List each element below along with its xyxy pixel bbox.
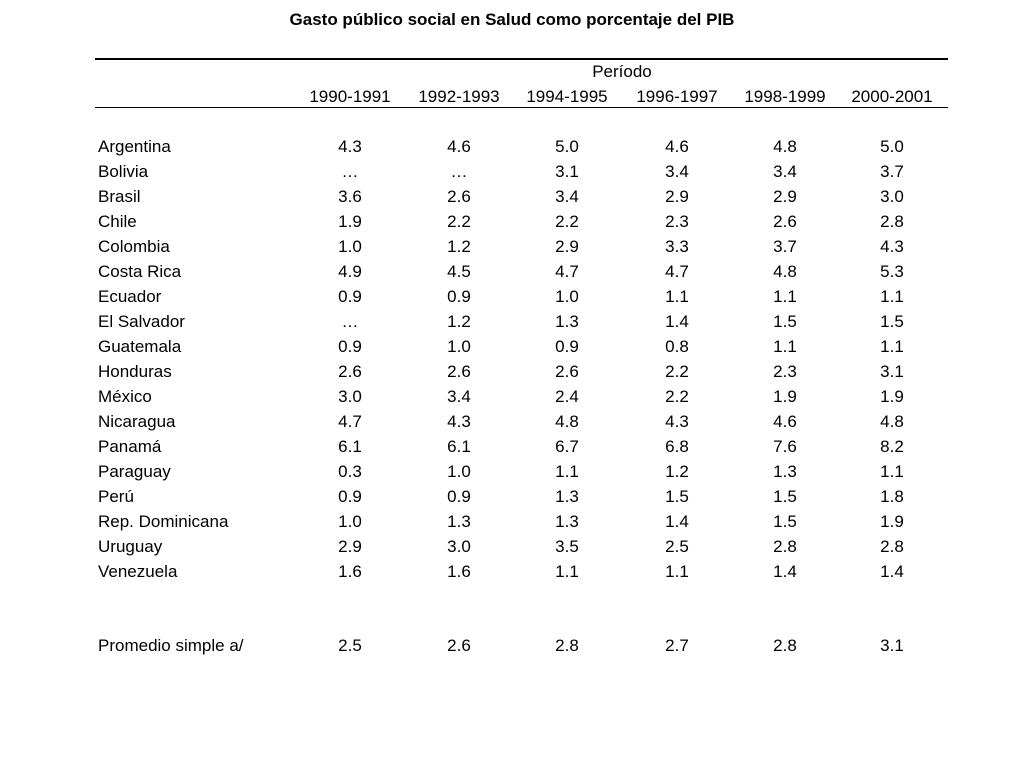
table-cell: 3.0 (447, 537, 471, 556)
table-cell: 1.0 (338, 237, 362, 256)
table-cell: 3.1 (555, 162, 579, 181)
table-cell: 5.0 (880, 137, 904, 156)
table-cell: 2.6 (773, 212, 797, 231)
table-cell: 1.1 (555, 462, 579, 481)
table-cell: 1.5 (665, 487, 689, 506)
table-cell: 1.9 (880, 387, 904, 406)
table-cell: 1.1 (880, 287, 904, 306)
table-cell: 4.3 (880, 237, 904, 256)
row-label: Panamá (98, 437, 162, 456)
header-rule (95, 107, 948, 108)
table-cell: 4.8 (773, 137, 797, 156)
table-cell: 2.2 (665, 387, 689, 406)
table-cell: 3.0 (338, 387, 362, 406)
table-row (0, 562, 1024, 587)
table-cell: 1.6 (338, 562, 362, 581)
table-cell: 5.3 (880, 262, 904, 281)
table-cell: 2.9 (665, 187, 689, 206)
table-cell: 1.1 (880, 462, 904, 481)
table-row (0, 187, 1024, 212)
table-cell: 1.1 (773, 337, 797, 356)
table-cell: 3.4 (665, 162, 689, 181)
table-row (0, 537, 1024, 562)
table-row (0, 312, 1024, 337)
table-cell: 4.3 (447, 412, 471, 431)
table-cell: 1.3 (555, 512, 579, 531)
table-cell: 4.6 (665, 137, 689, 156)
table-cell: 2.4 (555, 387, 579, 406)
table-cell: 3.3 (665, 237, 689, 256)
table-cell: 2.2 (665, 362, 689, 381)
table-row (0, 137, 1024, 162)
table-cell: 0.9 (447, 487, 471, 506)
table-cell: 0.3 (338, 462, 362, 481)
period-header: Período (592, 62, 652, 81)
row-label: Rep. Dominicana (98, 512, 229, 531)
row-label: Colombia (98, 237, 170, 256)
table-cell: 1.3 (555, 312, 579, 331)
table-cell: 1.5 (773, 512, 797, 531)
column-header: 1994-1995 (526, 87, 608, 106)
table-cell: 4.8 (880, 412, 904, 431)
table-cell: 4.3 (665, 412, 689, 431)
table-cell: 1.5 (880, 312, 904, 331)
table-cell: 3.1 (880, 362, 904, 381)
table-row (0, 512, 1024, 537)
table-cell: 2.8 (773, 636, 797, 655)
table-row (0, 487, 1024, 512)
table-cell: 0.9 (338, 287, 362, 306)
top-rule (95, 58, 948, 60)
table-cell: 1.2 (447, 312, 471, 331)
table-cell: 3.6 (338, 187, 362, 206)
table-cell: 3.4 (555, 187, 579, 206)
table-row (0, 337, 1024, 362)
table-cell: 2.6 (338, 362, 362, 381)
table-cell: 2.5 (338, 636, 362, 655)
column-header: 1996-1997 (636, 87, 718, 106)
table-cell: … (450, 162, 468, 181)
table-cell: 2.6 (447, 362, 471, 381)
row-label: Bolivia (98, 162, 149, 181)
table-cell: 3.1 (880, 636, 904, 655)
table-row (0, 362, 1024, 387)
table-cell: 2.8 (773, 537, 797, 556)
table-cell: 4.7 (665, 262, 689, 281)
table-cell: 3.5 (555, 537, 579, 556)
row-label: Paraguay (98, 462, 171, 481)
table-cell: 1.8 (880, 487, 904, 506)
table-cell: 2.6 (447, 636, 471, 655)
table-cell: 0.9 (338, 337, 362, 356)
table-cell: 2.9 (773, 187, 797, 206)
row-label: Nicaragua (98, 412, 176, 431)
column-header: 1998-1999 (744, 87, 826, 106)
table-cell: 2.2 (447, 212, 471, 231)
table-cell: 1.4 (665, 512, 689, 531)
table-cell: 2.6 (555, 362, 579, 381)
row-label: Uruguay (98, 537, 163, 556)
table-cell: 2.5 (665, 537, 689, 556)
row-label: Argentina (98, 137, 171, 156)
table-row (0, 237, 1024, 262)
table-cell: 4.3 (338, 137, 362, 156)
row-label: Honduras (98, 362, 172, 381)
table-cell: 4.7 (555, 262, 579, 281)
row-label: Promedio simple a/ (98, 636, 244, 655)
table-cell: 2.6 (447, 187, 471, 206)
table-cell: 1.9 (773, 387, 797, 406)
table-cell: 7.6 (773, 437, 797, 456)
table-cell: 1.0 (447, 462, 471, 481)
table-cell: … (341, 162, 359, 181)
table-cell: 1.0 (447, 337, 471, 356)
table-cell: 4.6 (773, 412, 797, 431)
table-cell: 1.2 (665, 462, 689, 481)
table-cell: 2.8 (555, 636, 579, 655)
row-label: Ecuador (98, 287, 162, 306)
table-cell: 1.9 (338, 212, 362, 231)
table-cell: 6.7 (555, 437, 579, 456)
table-row (0, 162, 1024, 187)
row-label: Venezuela (98, 562, 178, 581)
table-row (0, 287, 1024, 312)
table-cell: 4.5 (447, 262, 471, 281)
table-cell: 6.1 (447, 437, 471, 456)
table-cell: 8.2 (880, 437, 904, 456)
table-cell: 1.9 (880, 512, 904, 531)
row-label: El Salvador (98, 312, 185, 331)
column-header: 2000-2001 (851, 87, 933, 106)
table-cell: 1.4 (773, 562, 797, 581)
row-label: México (98, 387, 152, 406)
table-row (0, 262, 1024, 287)
table-cell: 1.1 (665, 562, 689, 581)
table-cell: 3.4 (773, 162, 797, 181)
table-cell: 4.9 (338, 262, 362, 281)
table-cell: 0.9 (447, 287, 471, 306)
column-header: 1990-1991 (309, 87, 391, 106)
row-label: Perú (98, 487, 134, 506)
table-row (0, 462, 1024, 487)
table-cell: 1.0 (338, 512, 362, 531)
table-cell: 1.4 (880, 562, 904, 581)
table-cell: 1.1 (665, 287, 689, 306)
table-cell: 2.8 (880, 212, 904, 231)
table-cell: 2.9 (555, 237, 579, 256)
column-header: 1992-1993 (418, 87, 500, 106)
table-cell: 1.4 (665, 312, 689, 331)
table-cell: 1.6 (447, 562, 471, 581)
table-cell: 2.2 (555, 212, 579, 231)
table-cell: 4.8 (555, 412, 579, 431)
table-cell: 4.6 (447, 137, 471, 156)
row-label: Guatemala (98, 337, 182, 356)
table-cell: 0.8 (665, 337, 689, 356)
table-cell: 6.1 (338, 437, 362, 456)
table-cell: 5.0 (555, 137, 579, 156)
table-cell: 4.7 (338, 412, 362, 431)
table-cell: 6.8 (665, 437, 689, 456)
average-row (0, 636, 1024, 661)
table-row (0, 437, 1024, 462)
table-cell: 2.7 (665, 636, 689, 655)
table-row (0, 212, 1024, 237)
table-title: Gasto público social en Salud como porcentaje del PIB (289, 10, 735, 29)
table-cell: 1.3 (773, 462, 797, 481)
row-label: Chile (98, 212, 137, 231)
table-cell: 1.5 (773, 487, 797, 506)
table-cell: 1.5 (773, 312, 797, 331)
table-cell: 2.3 (773, 362, 797, 381)
table-cell: 2.8 (880, 537, 904, 556)
table-cell: 3.7 (880, 162, 904, 181)
table-cell: 1.0 (555, 287, 579, 306)
table-cell: 3.4 (447, 387, 471, 406)
table-cell: 1.1 (555, 562, 579, 581)
table-cell: 1.1 (773, 287, 797, 306)
table-cell: … (341, 312, 359, 331)
table-cell: 0.9 (555, 337, 579, 356)
row-label: Brasil (98, 187, 141, 206)
table-cell: 1.3 (555, 487, 579, 506)
table-cell: 0.9 (338, 487, 362, 506)
table-cell: 2.9 (338, 537, 362, 556)
table-cell: 1.3 (447, 512, 471, 531)
table-cell: 2.3 (665, 212, 689, 231)
table-cell: 3.0 (880, 187, 904, 206)
table-cell: 3.7 (773, 237, 797, 256)
table-row (0, 387, 1024, 412)
row-label: Costa Rica (98, 262, 182, 281)
table-row (0, 412, 1024, 437)
table-cell: 4.8 (773, 262, 797, 281)
table-cell: 1.2 (447, 237, 471, 256)
table-cell: 1.1 (880, 337, 904, 356)
